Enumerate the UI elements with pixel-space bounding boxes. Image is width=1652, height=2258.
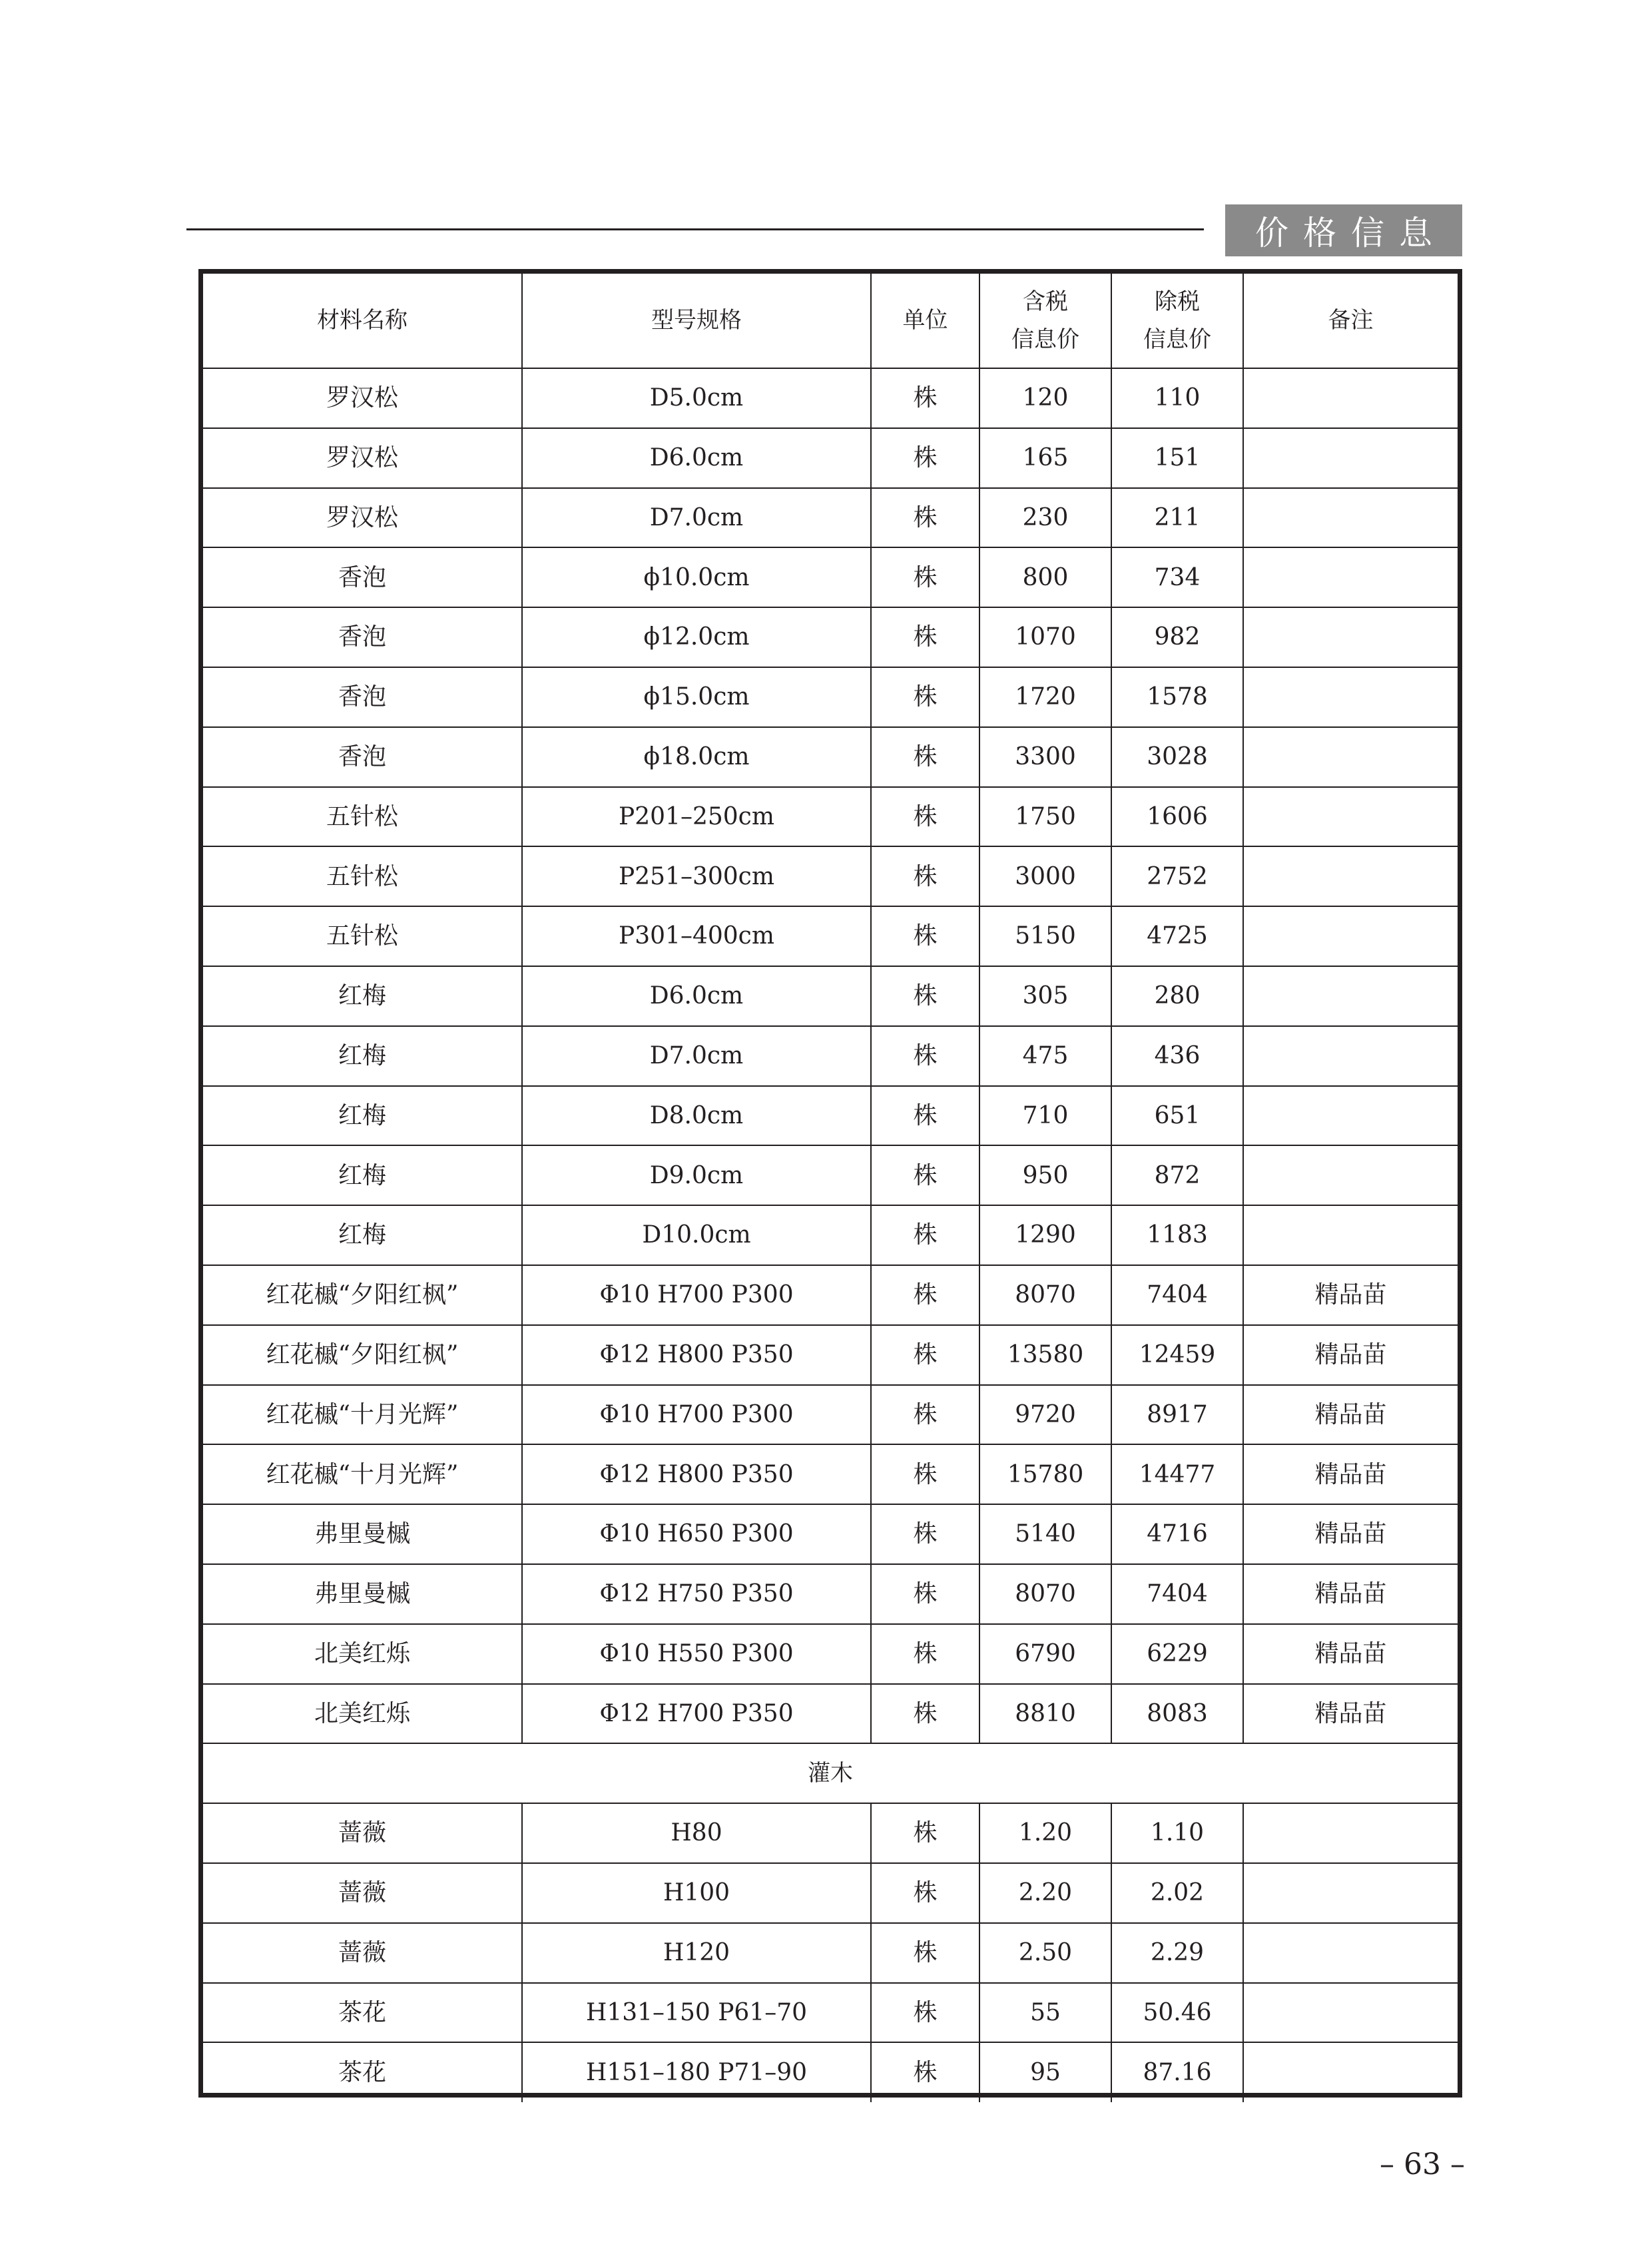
cell-unit: 株: [871, 1205, 979, 1265]
cell-unit: 株: [871, 488, 979, 548]
cell-unit: 株: [871, 1624, 979, 1684]
cell-price-without-tax: 12459: [1111, 1325, 1243, 1385]
cell-material-name: 五针松: [203, 846, 522, 906]
cell-price-without-tax: 4716: [1111, 1504, 1243, 1564]
table-row: [203, 667, 1458, 727]
table-row: [203, 1923, 1458, 1983]
cell-price-without-tax: 50.46: [1111, 1983, 1243, 2043]
table-row: [203, 1863, 1458, 1923]
cell-unit: 株: [871, 906, 979, 966]
table-row: [203, 1504, 1458, 1564]
table-row: [203, 906, 1458, 966]
cell-material-name: 香泡: [203, 667, 522, 727]
table-row: [203, 727, 1458, 787]
cell-remarks: [1243, 2042, 1458, 2102]
cell-price-with-tax: 2.20: [979, 1863, 1111, 1923]
cell-unit: 株: [871, 1564, 979, 1624]
header-rule: [186, 228, 1204, 230]
cell-material-name: 北美红烁: [203, 1684, 522, 1744]
cell-model-spec: H100: [522, 1863, 871, 1923]
section-title: 价格信息: [1225, 204, 1462, 256]
cell-remarks: [1243, 488, 1458, 548]
cell-unit: 株: [871, 428, 979, 488]
cell-price-without-tax: 1606: [1111, 787, 1243, 847]
cell-material-name: 五针松: [203, 787, 522, 847]
page-number: – 63 –: [1380, 2147, 1465, 2181]
cell-material-name: 茶花: [203, 1983, 522, 2043]
table-row: [203, 1983, 1458, 2043]
table-row: [203, 1385, 1458, 1445]
cell-unit: 株: [871, 368, 979, 428]
cell-model-spec: D7.0cm: [522, 1026, 871, 1086]
cell-unit: 株: [871, 1444, 979, 1504]
cell-remarks: [1243, 1983, 1458, 2043]
table-row: [203, 2042, 1458, 2102]
cell-model-spec: H120: [522, 1923, 871, 1983]
cell-unit: 株: [871, 667, 979, 727]
cell-remarks: 精品苗: [1243, 1444, 1458, 1504]
cell-unit: 株: [871, 1684, 979, 1744]
cell-price-with-tax: 475: [979, 1026, 1111, 1086]
cell-remarks: [1243, 906, 1458, 966]
cell-price-without-tax: 6229: [1111, 1624, 1243, 1684]
cell-model-spec: P201–250cm: [522, 787, 871, 847]
cell-model-spec: ϕ12.0cm: [522, 607, 871, 667]
category-label: 灌木: [203, 1743, 1458, 1803]
cell-remarks: 精品苗: [1243, 1265, 1458, 1325]
cell-price-without-tax: 14477: [1111, 1444, 1243, 1504]
cell-model-spec: D5.0cm: [522, 368, 871, 428]
cell-price-with-tax: 800: [979, 547, 1111, 607]
cell-remarks: [1243, 787, 1458, 847]
cell-material-name: 香泡: [203, 547, 522, 607]
cell-material-name: 罗汉松: [203, 428, 522, 488]
cell-price-without-tax: 2.02: [1111, 1863, 1243, 1923]
cell-price-without-tax: 110: [1111, 368, 1243, 428]
cell-model-spec: Φ10 H700 P300: [522, 1265, 871, 1325]
cell-model-spec: Φ12 H700 P350: [522, 1684, 871, 1744]
cell-model-spec: D7.0cm: [522, 488, 871, 548]
cell-price-without-tax: 87.16: [1111, 2042, 1243, 2102]
cell-remarks: [1243, 667, 1458, 727]
table-row: [203, 1265, 1458, 1325]
cell-material-name: 红梅: [203, 1145, 522, 1205]
table-row: [203, 966, 1458, 1026]
cell-unit: 株: [871, 1983, 979, 2043]
cell-material-name: 红花槭“十月光辉”: [203, 1444, 522, 1504]
table-row: [203, 1624, 1458, 1684]
col-header-price-without-tax: 除税 信息价: [1111, 274, 1243, 368]
cell-price-without-tax: 151: [1111, 428, 1243, 488]
price-table-body: [203, 274, 1458, 2102]
cell-unit: 株: [871, 2042, 979, 2102]
cell-material-name: 罗汉松: [203, 368, 522, 428]
cell-remarks: [1243, 846, 1458, 906]
cell-remarks: [1243, 1145, 1458, 1205]
cell-unit: 株: [871, 1504, 979, 1564]
cell-remarks: [1243, 1803, 1458, 1863]
cell-remarks: [1243, 1863, 1458, 1923]
cell-remarks: [1243, 368, 1458, 428]
cell-unit: 株: [871, 1803, 979, 1863]
cell-model-spec: H80: [522, 1803, 871, 1863]
col-header-price-with-tax: 含税 信息价: [979, 274, 1111, 368]
cell-model-spec: ϕ10.0cm: [522, 547, 871, 607]
cell-remarks: [1243, 607, 1458, 667]
cell-unit: 株: [871, 1923, 979, 1983]
cell-price-with-tax: 165: [979, 428, 1111, 488]
cell-material-name: 北美红烁: [203, 1624, 522, 1684]
table-header-row: [203, 274, 1458, 368]
cell-unit: 株: [871, 1863, 979, 1923]
cell-unit: 株: [871, 547, 979, 607]
table-row: [203, 1684, 1458, 1744]
cell-remarks: [1243, 1923, 1458, 1983]
cell-remarks: 精品苗: [1243, 1325, 1458, 1385]
cell-price-without-tax: 3028: [1111, 727, 1243, 787]
table-row: [203, 428, 1458, 488]
cell-price-with-tax: 9720: [979, 1385, 1111, 1445]
cell-price-with-tax: 230: [979, 488, 1111, 548]
cell-model-spec: D9.0cm: [522, 1145, 871, 1205]
cell-price-with-tax: 8810: [979, 1684, 1111, 1744]
cell-unit: 株: [871, 846, 979, 906]
cell-price-without-tax: 2752: [1111, 846, 1243, 906]
cell-material-name: 红花槭“十月光辉”: [203, 1385, 522, 1445]
cell-unit: 株: [871, 1385, 979, 1445]
cell-model-spec: Φ10 H700 P300: [522, 1385, 871, 1445]
cell-remarks: [1243, 1086, 1458, 1146]
cell-price-without-tax: 2.29: [1111, 1923, 1243, 1983]
cell-model-spec: Φ12 H800 P350: [522, 1325, 871, 1385]
cell-remarks: 精品苗: [1243, 1504, 1458, 1564]
cell-unit: 株: [871, 727, 979, 787]
cell-price-with-tax: 13580: [979, 1325, 1111, 1385]
cell-model-spec: ϕ15.0cm: [522, 667, 871, 727]
cell-material-name: 茶花: [203, 2042, 522, 2102]
table-row: [203, 1026, 1458, 1086]
cell-model-spec: P251–300cm: [522, 846, 871, 906]
cell-price-with-tax: 950: [979, 1145, 1111, 1205]
cell-remarks: 精品苗: [1243, 1385, 1458, 1445]
cell-unit: 株: [871, 966, 979, 1026]
cell-remarks: [1243, 1205, 1458, 1265]
col-header-remarks: 备注: [1243, 274, 1458, 368]
cell-model-spec: D6.0cm: [522, 428, 871, 488]
cell-price-with-tax: 2.50: [979, 1923, 1111, 1983]
cell-price-without-tax: 4725: [1111, 906, 1243, 966]
cell-remarks: 精品苗: [1243, 1684, 1458, 1744]
cell-model-spec: Φ12 H800 P350: [522, 1444, 871, 1504]
cell-price-with-tax: 1290: [979, 1205, 1111, 1265]
cell-material-name: 红梅: [203, 1205, 522, 1265]
cell-model-spec: H131–150 P61–70: [522, 1983, 871, 2043]
cell-price-with-tax: 5150: [979, 906, 1111, 966]
cell-price-without-tax: 982: [1111, 607, 1243, 667]
table-row: [203, 1803, 1458, 1863]
col-header-model-spec: 型号规格: [522, 274, 871, 368]
cell-material-name: 红花槭“夕阳红枫”: [203, 1325, 522, 1385]
cell-price-with-tax: 1720: [979, 667, 1111, 727]
cell-price-without-tax: 436: [1111, 1026, 1243, 1086]
table-row: [203, 1205, 1458, 1265]
table-row: [203, 846, 1458, 906]
cell-material-name: 罗汉松: [203, 488, 522, 548]
category-row: [203, 1743, 1458, 1803]
table-row: [203, 1145, 1458, 1205]
cell-price-with-tax: 1750: [979, 787, 1111, 847]
cell-unit: 株: [871, 787, 979, 847]
table-row: [203, 547, 1458, 607]
cell-remarks: [1243, 428, 1458, 488]
table-row: [203, 1564, 1458, 1624]
cell-remarks: [1243, 966, 1458, 1026]
cell-unit: 株: [871, 1086, 979, 1146]
cell-price-without-tax: 651: [1111, 1086, 1243, 1146]
cell-material-name: 香泡: [203, 607, 522, 667]
cell-material-name: 弗里曼槭: [203, 1564, 522, 1624]
cell-remarks: [1243, 547, 1458, 607]
cell-price-with-tax: 3300: [979, 727, 1111, 787]
cell-remarks: [1243, 727, 1458, 787]
cell-price-with-tax: 8070: [979, 1564, 1111, 1624]
cell-model-spec: P301–400cm: [522, 906, 871, 966]
cell-price-without-tax: 8083: [1111, 1684, 1243, 1744]
price-table: [198, 269, 1462, 2098]
cell-model-spec: Φ10 H550 P300: [522, 1624, 871, 1684]
cell-material-name: 红梅: [203, 1086, 522, 1146]
cell-price-with-tax: 1.20: [979, 1803, 1111, 1863]
cell-remarks: 精品苗: [1243, 1624, 1458, 1684]
cell-model-spec: D6.0cm: [522, 966, 871, 1026]
cell-material-name: 红梅: [203, 966, 522, 1026]
cell-material-name: 五针松: [203, 906, 522, 966]
cell-price-without-tax: 1578: [1111, 667, 1243, 727]
cell-price-without-tax: 211: [1111, 488, 1243, 548]
cell-price-without-tax: 7404: [1111, 1265, 1243, 1325]
cell-model-spec: D8.0cm: [522, 1086, 871, 1146]
cell-material-name: 蔷薇: [203, 1923, 522, 1983]
cell-unit: 株: [871, 1325, 979, 1385]
table-row: [203, 1444, 1458, 1504]
cell-price-without-tax: 8917: [1111, 1385, 1243, 1445]
cell-price-without-tax: 872: [1111, 1145, 1243, 1205]
cell-price-without-tax: 1.10: [1111, 1803, 1243, 1863]
cell-model-spec: D10.0cm: [522, 1205, 871, 1265]
cell-price-with-tax: 710: [979, 1086, 1111, 1146]
cell-model-spec: Φ12 H750 P350: [522, 1564, 871, 1624]
cell-price-with-tax: 55: [979, 1983, 1111, 2043]
cell-model-spec: ϕ18.0cm: [522, 727, 871, 787]
cell-material-name: 蔷薇: [203, 1863, 522, 1923]
cell-unit: 株: [871, 1265, 979, 1325]
cell-unit: 株: [871, 607, 979, 667]
cell-price-with-tax: 305: [979, 966, 1111, 1026]
cell-remarks: 精品苗: [1243, 1564, 1458, 1624]
table-row: [203, 787, 1458, 847]
cell-price-without-tax: 280: [1111, 966, 1243, 1026]
cell-material-name: 蔷薇: [203, 1803, 522, 1863]
cell-model-spec: Φ10 H650 P300: [522, 1504, 871, 1564]
cell-price-with-tax: 15780: [979, 1444, 1111, 1504]
cell-price-with-tax: 1070: [979, 607, 1111, 667]
cell-remarks: [1243, 1026, 1458, 1086]
cell-price-with-tax: 95: [979, 2042, 1111, 2102]
cell-material-name: 香泡: [203, 727, 522, 787]
table-row: [203, 488, 1458, 548]
cell-price-with-tax: 120: [979, 368, 1111, 428]
col-header-unit: 单位: [871, 274, 979, 368]
cell-price-without-tax: 734: [1111, 547, 1243, 607]
cell-unit: 株: [871, 1026, 979, 1086]
cell-price-with-tax: 6790: [979, 1624, 1111, 1684]
cell-price-with-tax: 8070: [979, 1265, 1111, 1325]
table-row: [203, 1086, 1458, 1146]
cell-material-name: 红梅: [203, 1026, 522, 1086]
cell-price-without-tax: 1183: [1111, 1205, 1243, 1265]
col-header-material-name: 材料名称: [203, 274, 522, 368]
cell-unit: 株: [871, 1145, 979, 1205]
cell-material-name: 红花槭“夕阳红枫”: [203, 1265, 522, 1325]
table-row: [203, 1325, 1458, 1385]
table-row: [203, 368, 1458, 428]
cell-price-without-tax: 7404: [1111, 1564, 1243, 1624]
table-row: [203, 607, 1458, 667]
cell-material-name: 弗里曼槭: [203, 1504, 522, 1564]
cell-model-spec: H151–180 P71–90: [522, 2042, 871, 2102]
cell-price-with-tax: 5140: [979, 1504, 1111, 1564]
cell-price-with-tax: 3000: [979, 846, 1111, 906]
